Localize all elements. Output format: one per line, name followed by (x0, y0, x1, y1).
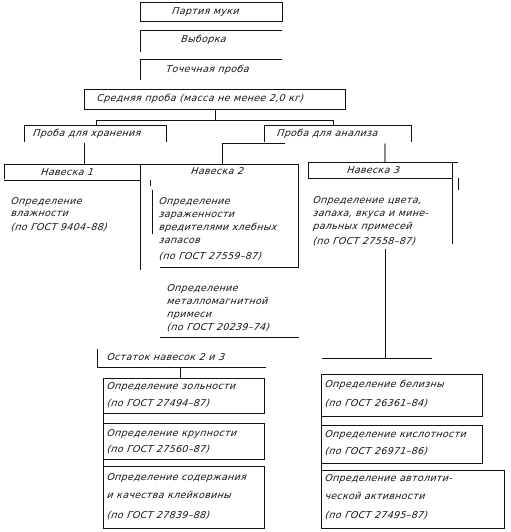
gluten-test-line-3: (по ГОСТ 27839–88) (106, 510, 212, 521)
size-test-line-1: Определение крупности (106, 428, 239, 439)
gluten-test-line-2: и качества клейковины (106, 490, 233, 501)
whiteness-test-line-1: Определение белизны (324, 379, 446, 390)
selection-label: Выборка (180, 34, 228, 45)
storage-sample-label: Проба для хранения (32, 128, 143, 139)
pest-test-line-4: запасов (158, 235, 202, 246)
moisture-test-line-3: (по ГОСТ 9404–88) (10, 222, 109, 233)
ash-test-line-2: (по ГОСТ 27494–87) (106, 398, 212, 409)
organoleptic-test-line-1: Определение цвета, (312, 195, 423, 206)
autolytic-test-line-2: ческой активности (324, 491, 427, 502)
pest-test-line-2: зараженности (158, 209, 236, 220)
average-sample-label: Средняя проба (масса не менее 2,0 кг) (96, 93, 306, 104)
size-test-line-2: (по ГОСТ 27560–87) (106, 444, 212, 455)
pest-test-line-3: вредителями хлебных (158, 222, 279, 233)
analysis-sample-label: Проба для анализа (276, 128, 380, 139)
portion2-label: Навеска 2 (190, 166, 245, 177)
pest-test-line-5: (по ГОСТ 27559–87) (158, 251, 264, 262)
portion3-label: Навеска 3 (346, 165, 401, 176)
metal-test-line-1: Определение (166, 283, 240, 294)
gluten-test-line-1: Определение содержания (106, 472, 248, 483)
metal-test-line-2: металломагнитной (166, 296, 270, 307)
acidity-test-line-1: Определение кислотности (324, 429, 468, 440)
moisture-test-line-1: Определение (10, 196, 84, 207)
metal-test-line-4: (по ГОСТ 20239–74) (166, 322, 272, 333)
ash-test-line-1: Определение зольности (106, 381, 237, 392)
metal-test-line-3: примеси (166, 309, 213, 320)
autolytic-test-line-1: Определение автолити- (324, 473, 454, 484)
organoleptic-test-line-3: ральных примесей (312, 221, 414, 232)
organoleptic-test-line-2: запаха, вкуса и мине- (312, 208, 430, 219)
remainder-label: Остаток навесок 2 и 3 (106, 352, 227, 363)
acidity-test-line-2: (по ГОСТ 26971–86) (324, 446, 430, 457)
moisture-test-line-2: влажности (10, 208, 70, 219)
autolytic-test-line-3: (по ГОСТ 27495–87) (324, 510, 430, 521)
pest-test-line-1: Определение (158, 196, 232, 207)
portion1-label: Навеска 1 (40, 167, 95, 178)
organoleptic-test-line-4: (по ГОСТ 27558–87) (312, 236, 418, 247)
whiteness-test-line-2: (по ГОСТ 26361–84) (324, 398, 430, 409)
point-sample-label: Точечная проба (165, 64, 251, 75)
flour-batch-label: Партия муки (171, 6, 241, 17)
